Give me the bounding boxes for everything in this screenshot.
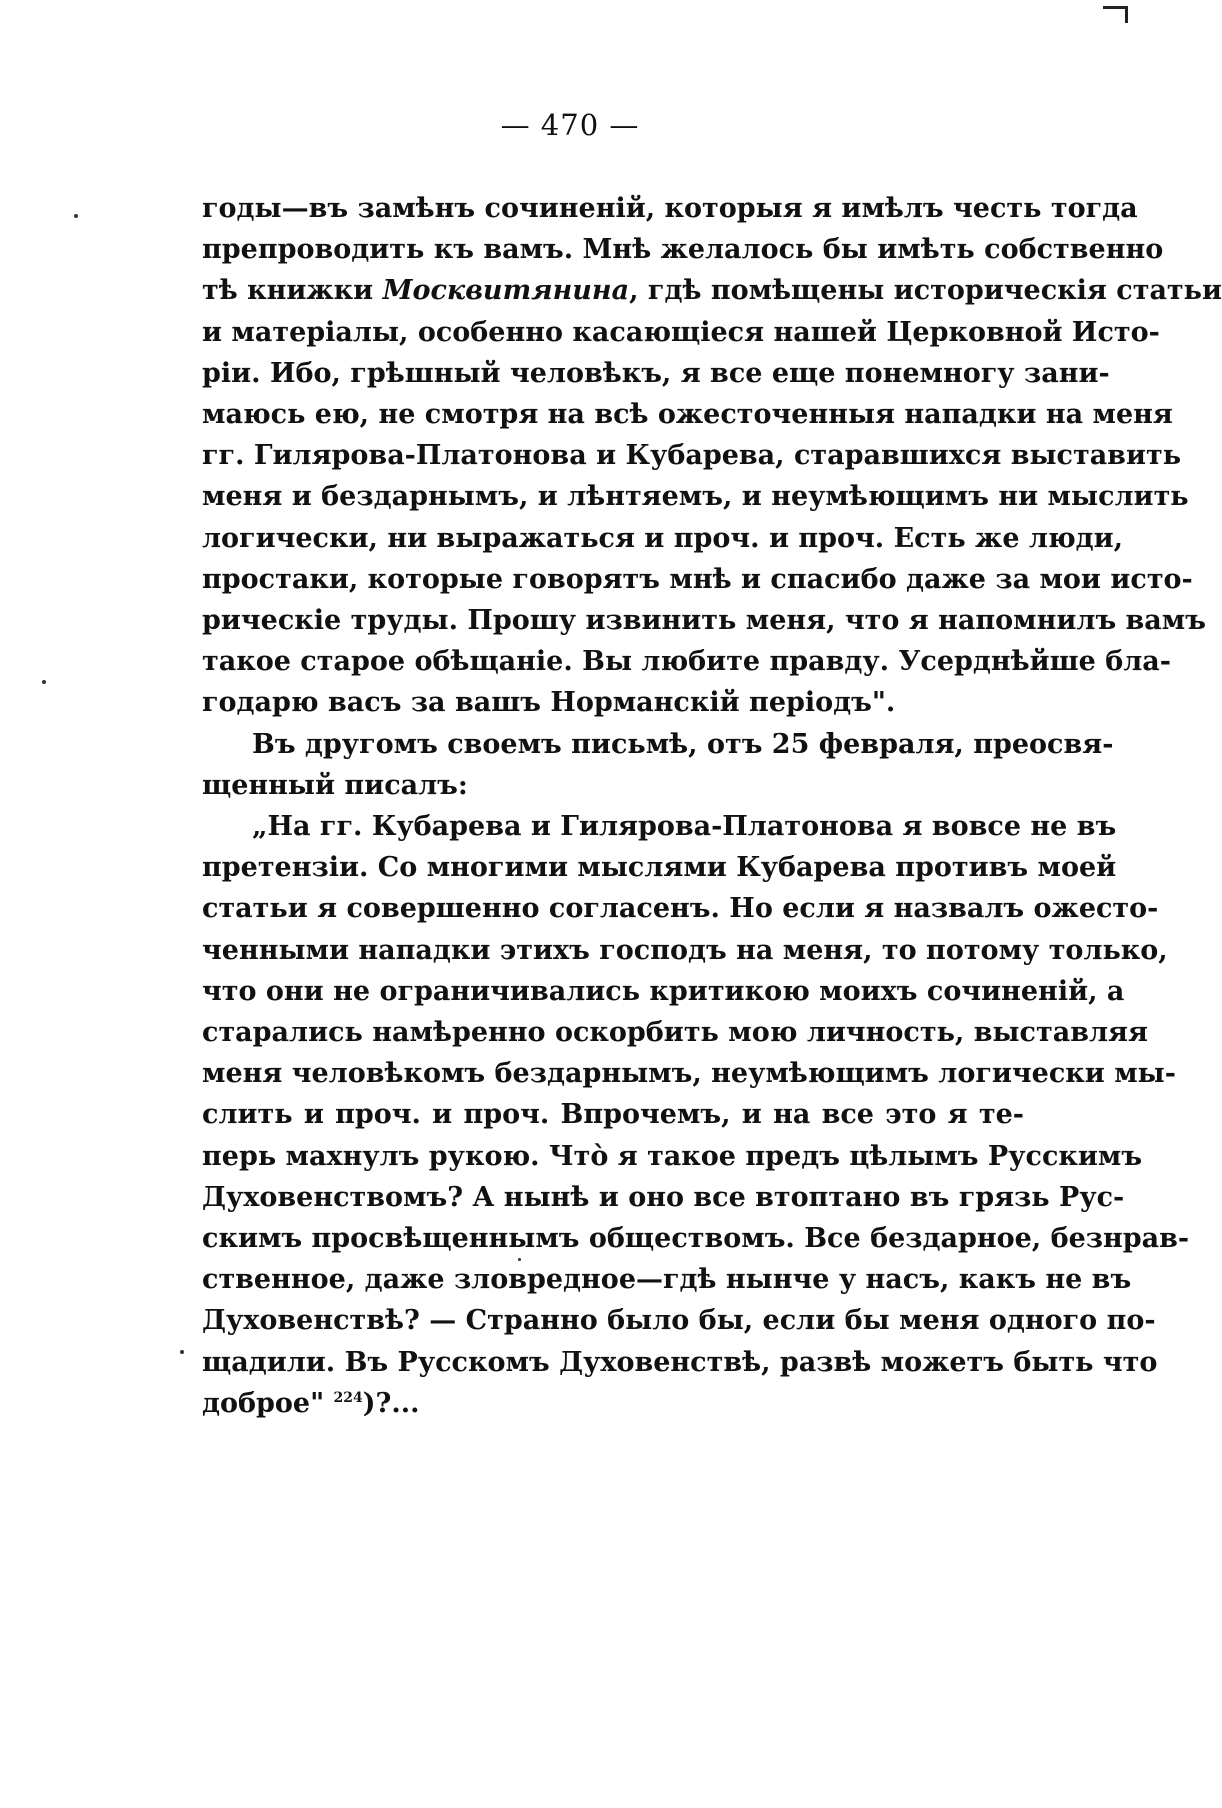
text-line [202, 1383, 1024, 1424]
scan-speck [74, 214, 78, 218]
footnote-reference: 224 [333, 1389, 363, 1406]
text-line: ственное, даже зловредное—гдѣ нынче у насъ, какъ не въ [202, 1264, 1132, 1296]
text-line: препроводить къ вамъ. Мнѣ желалось бы имѣть собственно [202, 234, 1164, 266]
text-line: такое старое обѣщаніе. Вы любите правду. Усерднѣйше бла- [202, 646, 1171, 678]
text-line: „На гг. Кубарева и Гилярова-Платонова я вовсе не въ [252, 811, 1117, 843]
text-line: что они не ограничивались критикою моихъ сочиненій, а [202, 975, 1125, 1007]
page-number: — 470 — [500, 108, 640, 142]
text-line: старались намѣренно оскорбить мою личность, выставляя [202, 1017, 1148, 1049]
scan-speck [42, 680, 46, 684]
text-line: годарю васъ за вашъ Норманскій періодъ". [202, 687, 896, 719]
text-line: статьи я совершенно согласенъ. Но если я назвалъ ожесто- [202, 893, 1159, 925]
text-line: меня человѣкомъ бездарнымъ, неумѣющимъ логически мы- [202, 1058, 1176, 1090]
text-line: Въ другомъ своемъ письмѣ, отъ 25 февраля, преосвя- [252, 728, 1114, 760]
body-text [202, 188, 1222, 1424]
text-fragment: доброе" [202, 1387, 334, 1419]
text-line: претензіи. Со многими мыслями Кубарева противъ моей [202, 852, 1117, 884]
text-line: щенный писалъ: [202, 769, 468, 801]
text-line: простаки, которые говорятъ мнѣ и спасибо даже за мои исто- [202, 563, 1193, 595]
text-line: гг. Гилярова-Платонова и Кубарева, старавшихся выставить [202, 440, 1182, 472]
text-line: Духовенствомъ? А нынѣ и оно все втоптано въ грязь Рус- [202, 1181, 1125, 1213]
text-line [202, 270, 1222, 311]
scan-speck [180, 1350, 184, 1354]
text-line: скимъ просвѣщеннымъ обществомъ. Все бездарное, безнрав- [202, 1223, 1190, 1255]
scan-corner-mark [1103, 6, 1128, 23]
text-line: рическіе труды. Прошу извинить меня, что я напомнилъ вамъ [202, 605, 1206, 637]
text-fragment: , гдѣ помѣщены историческія статьи [629, 275, 1222, 307]
italic-title: Москвитянина [382, 275, 630, 307]
text-fragment: тѣ книжки [202, 275, 383, 307]
text-line: меня и бездарнымъ, и лѣнтяемъ, и неумѣющимъ ни мыслить [202, 481, 1189, 513]
text-line: перь махнулъ рукою. Чтò я такое предъ цѣлымъ Русскимъ [202, 1140, 1143, 1172]
text-line: ченными нападки этихъ господъ на меня, то потому только, [202, 934, 1168, 966]
text-line: Духовенствѣ? — Странно было бы, если бы меня одного по- [202, 1305, 1156, 1337]
text-line: маюсь ею, не смотря на всѣ ожесточенныя нападки на меня [202, 399, 1173, 431]
text-line: логически, ни выражаться и проч. и проч. Есть же люди, [202, 522, 1124, 554]
text-line: щадили. Въ Русскомъ Духовенствѣ, развѣ можетъ быть что [202, 1346, 1158, 1378]
scan-speck [518, 1258, 521, 1261]
text-line: годы—въ замѣнъ сочиненій, которыя я имѣлъ честь тогда [202, 193, 1138, 224]
text-line: слить и проч. и проч. Впрочемъ, и на все это я те- [202, 1099, 1024, 1131]
text-line: и матеріалы, особенно касающіеся нашей Церковной Исто- [202, 316, 1160, 348]
text-fragment: )?... [362, 1387, 420, 1419]
text-line: ріи. Ибо, грѣшный человѣкъ, я все еще понемногу зани- [202, 357, 1110, 389]
